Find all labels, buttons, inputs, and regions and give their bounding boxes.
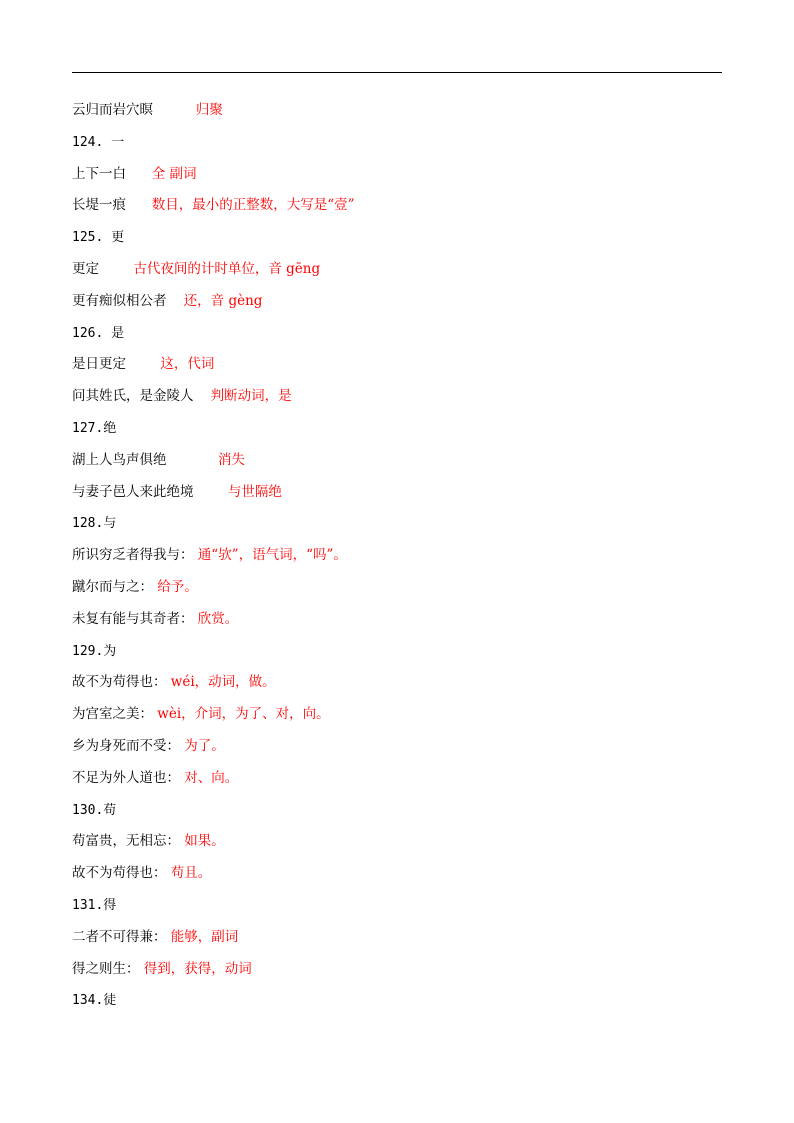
entry-heading (72, 417, 722, 449)
phrase-gap (99, 261, 133, 277)
glossary-entry (72, 703, 722, 735)
glossary-entry (72, 958, 722, 990)
phrase-gap (194, 484, 228, 500)
example-phrase: 所识穷乏者得我与： (72, 547, 194, 564)
example-phrase: 故不为苟得也： (72, 865, 167, 882)
definition: wéi，动词，做。 (170, 674, 276, 691)
definition: 给予。 (157, 578, 198, 595)
definition: 数目，最小的正整数，大写是“壹” (151, 197, 355, 214)
heading-text: 130.苟 (72, 802, 117, 818)
glossary-entry (72, 608, 722, 640)
heading-text: 128.与 (72, 516, 117, 532)
example-phrase: 云归而岩穴暝 (72, 102, 153, 118)
example-phrase: 湖上人鸟声俱绝 (72, 451, 167, 468)
phrase-gap (126, 197, 152, 213)
entry-heading (72, 322, 722, 354)
heading-text: 134.徒 (72, 993, 117, 1009)
heading-text: 131.得 (72, 897, 117, 913)
definition: 消失 (218, 451, 245, 468)
definition: 通“欤”，语气词，“吗”。 (197, 547, 347, 564)
glossary-entry (72, 926, 722, 958)
definition: 这，代词 (160, 356, 215, 373)
phrase-gap (194, 388, 211, 404)
entry-heading (72, 989, 722, 1021)
heading-text: 125. 更 (72, 230, 125, 246)
phrase-gap (167, 293, 184, 309)
glossary-entry (72, 353, 722, 385)
phrase-gap (126, 166, 152, 182)
entry-heading (72, 640, 722, 672)
example-phrase: 长堤一痕 (72, 197, 126, 214)
definition: 归聚 (195, 102, 223, 118)
glossary-entry (72, 99, 722, 131)
heading-text: 124. 一 (72, 134, 125, 150)
glossary-list (72, 99, 722, 1021)
definition: 能够，副词 (170, 928, 239, 945)
example-phrase: 乡为身死而不受： (72, 737, 180, 754)
glossary-entry (72, 862, 722, 894)
definition: 判断动词，是 (210, 388, 292, 405)
example-phrase: 得之则生： (72, 960, 140, 977)
glossary-entry (72, 735, 722, 767)
heading-text: 127.绝 (72, 420, 117, 436)
example-phrase: 更定 (72, 260, 99, 277)
example-phrase: 是日更定 (72, 356, 126, 373)
example-phrase: 蹴尔而与之： (72, 578, 153, 595)
example-phrase: 不足为外人道也： (72, 769, 180, 786)
definition: 苟且。 (170, 865, 212, 882)
entry-heading (72, 799, 722, 831)
definition: 为了。 (184, 737, 225, 754)
glossary-entry (72, 544, 722, 576)
glossary-entry (72, 258, 722, 290)
header-rule (72, 72, 722, 73)
example-phrase: 苟富贵，无相忘： (72, 833, 180, 850)
definition: 全 副词 (151, 165, 197, 182)
definition: 欣赏。 (197, 610, 239, 627)
glossary-entry (72, 576, 722, 608)
example-phrase: 故不为苟得也： (72, 674, 167, 691)
phrase-gap (167, 452, 219, 468)
example-phrase: 与妻子邑人来此绝境 (72, 483, 194, 500)
glossary-entry (72, 830, 722, 862)
entry-heading (72, 226, 722, 258)
definition: 如果。 (184, 833, 225, 850)
example-phrase: 问其姓氏，是金陵人 (72, 388, 194, 405)
entry-heading (72, 131, 722, 163)
definition: 得到，获得，动词 (143, 960, 252, 977)
example-phrase: 二者不可得兼： (72, 928, 167, 945)
definition: wèi，介词，为了、对，向。 (157, 706, 330, 723)
phrase-gap (126, 356, 160, 372)
heading-text: 129.为 (72, 643, 117, 659)
entry-heading (72, 512, 722, 544)
example-phrase: 更有痴似相公者 (72, 292, 167, 309)
phrase-gap (153, 102, 196, 118)
glossary-entry (72, 385, 722, 417)
heading-text: 126. 是 (72, 325, 125, 341)
example-phrase: 为宫室之美： (72, 706, 153, 723)
glossary-entry (72, 767, 722, 799)
entry-heading (72, 894, 722, 926)
glossary-entry (72, 481, 722, 513)
example-phrase: 上下一白 (72, 165, 126, 182)
definition: 古代夜间的计时单位，音 gēng (133, 260, 321, 277)
glossary-entry (72, 290, 722, 322)
glossary-entry (72, 671, 722, 703)
glossary-entry (72, 449, 722, 481)
example-phrase: 未复有能与其奇者： (72, 610, 194, 627)
definition: 与世隔绝 (227, 483, 282, 500)
glossary-entry (72, 194, 722, 226)
glossary-entry (72, 163, 722, 195)
definition: 还，音 gèng (183, 292, 263, 309)
definition: 对、向。 (184, 769, 239, 786)
